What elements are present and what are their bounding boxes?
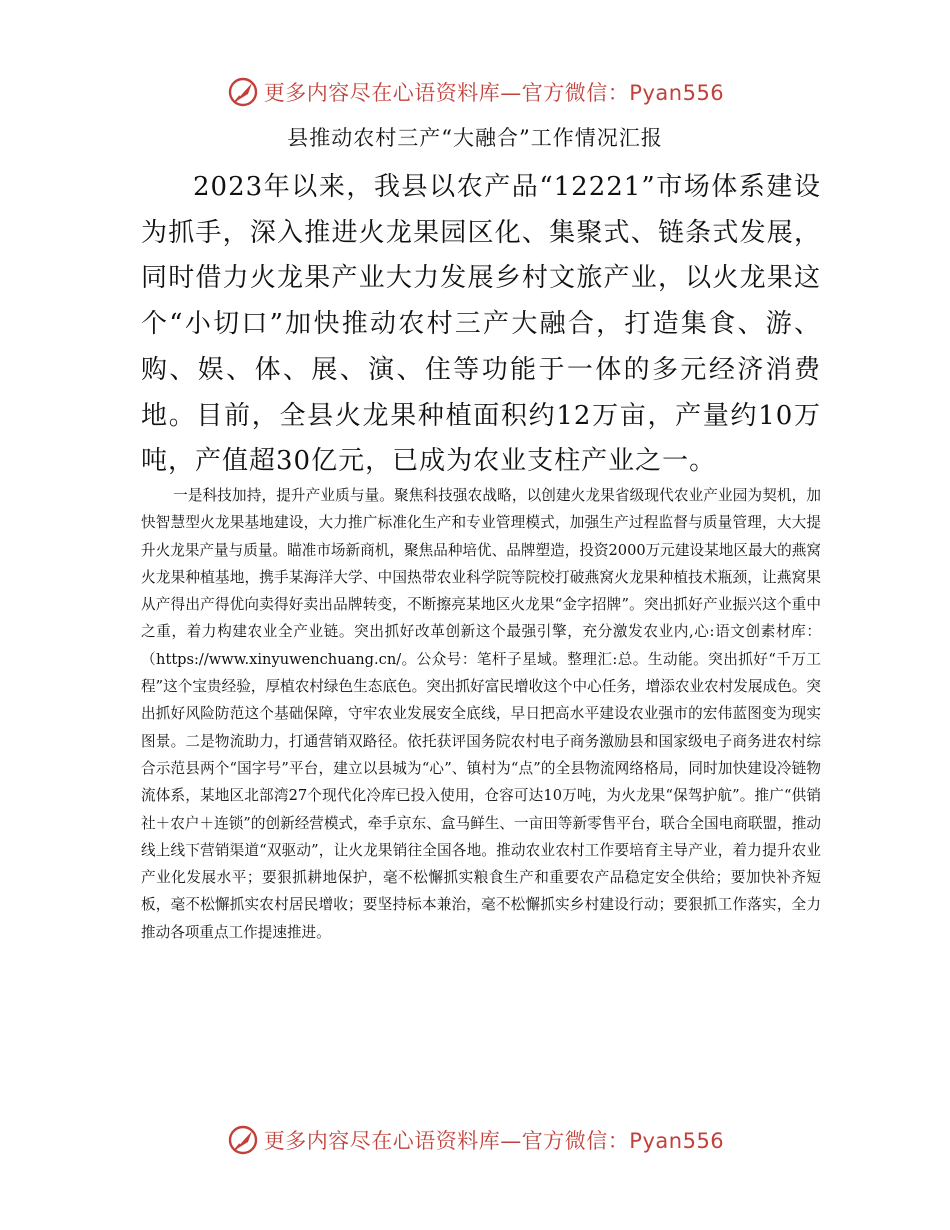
- header-watermark-banner: [0, 72, 950, 112]
- quill-pen-icon: [226, 75, 260, 109]
- watermark-text: 更多内容尽在心语资料库—官方微信：Pyan556: [263, 81, 725, 105]
- lead-paragraph: 2023年以来，我县以农产品“12221”市场体系建设为抓手，深入推进火龙果园区化、集聚式、链条式发展，同时借力火龙果产业大力发展乡村文旅产业，以火龙果这个“小切口”加快推动农村三产大融合，打造集食、游、购、娱、体、展、演、住等功能于一体的多元经济消费地。目前，全县火龙果种植面积约12万亩，产量约10万吨，产值超30亿元，已成为农业支柱产业之一。: [141, 172, 821, 477]
- quill-pen-icon: [226, 1123, 260, 1157]
- body-paragraph: 一是科技加持，提升产业质与量。聚焦科技强农战略，以创建火龙果省级现代农业产业园为契机，加快智慧型火龙果基地建设，大力推广标准化生产和专业管理模式，加强生产过程监督与质量管理，大大提升火龙果产量与质量。瞄准市场新商机，聚焦品种培优、品牌塑造，投资2000万元建设某地区最大的燕窝火龙果种植基地，携手某海洋大学、中国热带农业科学院等院校打破燕窝火龙果种植技术瓶颈，让燕窝果从产得出产得优向卖得好卖出品牌转变，不断擦亮某地区火龙果“金字招牌”。突出抓好产业振兴这个重中之重，着力构建农业全产业链。突出抓好改革创新这个最强引擎，充分激发农业内,心:语文创素材库：（https://www.xinyuwenchuang.cn/。公众号：笔杆子星域。整理汇:总。生动能。突出抓好“千万工程”这个宝贵经验，厚植农村绿色生态底色。突出抓好富民增收这个中心任务，增添农业农村发展成色。突出抓好风险防范这个基础保障，守牢农业发展安全底线，早日把高水平建设农业强市的宏伟蓝图变为现实图景。二是物流助力，打通营销双路径。依托获评国务院农村电子商务激励县和国家级电子商务进农村综合示范县两个“国字号”平台，建立以县城为“心”、镇村为“点”的全县物流网络格局，同时加快建设冷链物流体系，某地区北部湾27个现代化冷库已投入使用，仓容可达10万吨，为火龙果“保驾护航”。推广“供销社＋农户＋连锁”的创新经营模式，牵手京东、盒马鲜生、一亩田等新零售平台，联合全国电商联盟，推动线上线下营销渠道“双驱动”，让火龙果销往全国各地。推动农业农村工作要培育主导产业，着力提升农业产业化发展水平；要狠抓耕地保护，毫不松懈抓实粮食生产和重要农产品稳定安全供给；要加快补齐短板，毫不松懈抓实农村居民增收；要坚持标本兼治，毫不松懈抓实乡村建设行动；要狠抓工作落实，全力推动各项重点工作提速推进。: [141, 487, 821, 941]
- footer-watermark-banner: [0, 1120, 950, 1160]
- document-title: 县推动农村三产“大融合”工作情况汇报: [287, 126, 663, 150]
- watermark-text: 更多内容尽在心语资料库—官方微信：Pyan556: [263, 1129, 725, 1153]
